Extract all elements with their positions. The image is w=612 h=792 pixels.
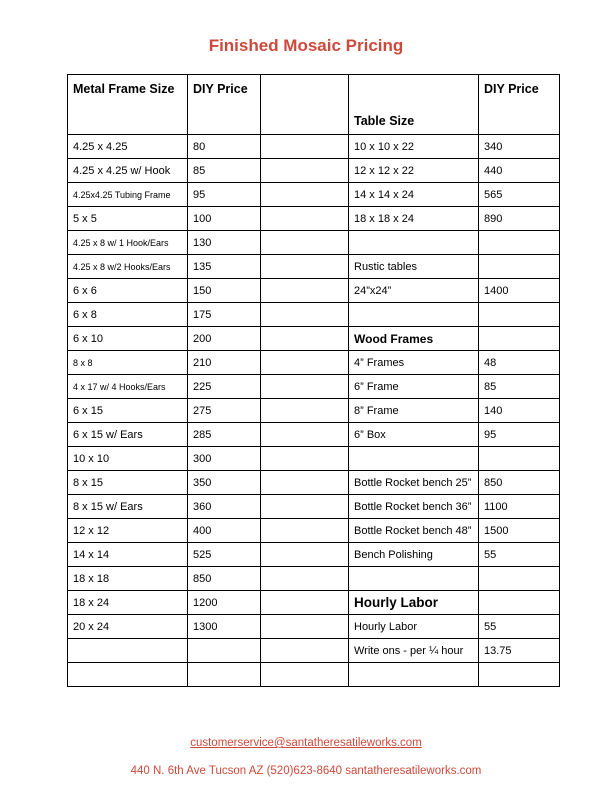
cell-table-size: 12 x 12 x 22 bbox=[349, 159, 479, 183]
cell-spacer bbox=[261, 303, 349, 327]
table-row bbox=[68, 615, 560, 639]
cell-table-price bbox=[479, 231, 560, 255]
cell-table-size: 18 x 18 x 24 bbox=[349, 207, 479, 231]
cell-table-price: 85 bbox=[479, 375, 560, 399]
cell-table-price bbox=[479, 447, 560, 471]
cell-spacer bbox=[261, 543, 349, 567]
cell-spacer bbox=[261, 591, 349, 615]
cell-spacer bbox=[261, 567, 349, 591]
cell-metal-frame-price: 200 bbox=[188, 327, 261, 351]
cell-table-size: Bottle Rocket bench 25” bbox=[349, 471, 479, 495]
table-row bbox=[68, 543, 560, 567]
table-row bbox=[68, 183, 560, 207]
cell-metal-frame-price: 360 bbox=[188, 495, 261, 519]
cell-metal-frame-size: 4.25 x 4.25 bbox=[68, 135, 188, 159]
table-row bbox=[68, 279, 560, 303]
cell-metal-frame-price: 135 bbox=[188, 255, 261, 279]
cell-table-price: 1500 bbox=[479, 519, 560, 543]
cell-metal-frame-size: 6 x 15 w/ Ears bbox=[68, 423, 188, 447]
table-row bbox=[68, 207, 560, 231]
cell-metal-frame-size: 4.25 x 8 w/ 1 Hook/Ears bbox=[68, 231, 188, 255]
cell-spacer bbox=[261, 399, 349, 423]
cell-table-price bbox=[479, 255, 560, 279]
table-row bbox=[68, 375, 560, 399]
cell-metal-frame-size: 6 x 15 bbox=[68, 399, 188, 423]
cell-metal-frame-price: 225 bbox=[188, 375, 261, 399]
cell-metal-frame-price: 80 bbox=[188, 135, 261, 159]
cell-metal-frame-size: 6 x 8 bbox=[68, 303, 188, 327]
cell-table-size: 4” Frames bbox=[349, 351, 479, 375]
cell-metal-frame-price: 210 bbox=[188, 351, 261, 375]
table-row bbox=[68, 639, 560, 663]
cell-table-size bbox=[349, 447, 479, 471]
cell-metal-frame-size: 4 x 17 w/ 4 Hooks/Ears bbox=[68, 375, 188, 399]
cell-metal-frame-size: 6 x 6 bbox=[68, 279, 188, 303]
contact-address: 440 N. 6th Ave Tucson AZ (520)623-8640 santatheresatileworks.com bbox=[130, 765, 482, 777]
cell-metal-frame-size: 18 x 18 bbox=[68, 567, 188, 591]
table-row bbox=[68, 567, 560, 591]
table-row bbox=[68, 423, 560, 447]
cell-table-size bbox=[349, 303, 479, 327]
header-diy-price-2: DIY Price bbox=[479, 75, 560, 135]
cell-metal-frame-price: 150 bbox=[188, 279, 261, 303]
cell-spacer bbox=[261, 447, 349, 471]
cell-table-price: 55 bbox=[479, 615, 560, 639]
cell-spacer bbox=[261, 375, 349, 399]
cell-table-size: Bottle Rocket bench 36” bbox=[349, 495, 479, 519]
cell-metal-frame-size: 12 x 12 bbox=[68, 519, 188, 543]
cell-table-price: 95 bbox=[479, 423, 560, 447]
cell-spacer bbox=[261, 231, 349, 255]
table-row bbox=[68, 351, 560, 375]
cell-spacer bbox=[261, 471, 349, 495]
cell-table-size bbox=[349, 663, 479, 687]
cell-spacer bbox=[261, 183, 349, 207]
cell-metal-frame-size bbox=[68, 663, 188, 687]
page-title: Finished Mosaic Pricing bbox=[208, 36, 404, 55]
table-row bbox=[68, 231, 560, 255]
cell-metal-frame-price: 100 bbox=[188, 207, 261, 231]
cell-spacer bbox=[261, 663, 349, 687]
cell-table-price: 13.75 bbox=[479, 639, 560, 663]
header-table-size: Table Size bbox=[349, 75, 479, 135]
cell-metal-frame-size: 14 x 14 bbox=[68, 543, 188, 567]
cell-metal-frame-price bbox=[188, 639, 261, 663]
table-row bbox=[68, 663, 560, 687]
cell-metal-frame-price: 95 bbox=[188, 183, 261, 207]
cell-spacer bbox=[261, 639, 349, 663]
cell-metal-frame-price: 85 bbox=[188, 159, 261, 183]
cell-table-size: Rustic tables bbox=[349, 255, 479, 279]
cell-table-price: 48 bbox=[479, 351, 560, 375]
cell-table-price bbox=[479, 303, 560, 327]
cell-spacer bbox=[261, 519, 349, 543]
cell-table-price bbox=[479, 663, 560, 687]
cell-metal-frame-size: 6 x 10 bbox=[68, 327, 188, 351]
cell-metal-frame-price: 285 bbox=[188, 423, 261, 447]
cell-metal-frame-size: 4.25x4.25 Tubing Frame bbox=[68, 183, 188, 207]
cell-metal-frame-price: 130 bbox=[188, 231, 261, 255]
cell-metal-frame-size: 8 x 15 w/ Ears bbox=[68, 495, 188, 519]
cell-table-size: 6” Frame bbox=[349, 375, 479, 399]
cell-spacer bbox=[261, 207, 349, 231]
cell-metal-frame-price: 400 bbox=[188, 519, 261, 543]
cell-spacer bbox=[261, 495, 349, 519]
header-metal-frame-size: Metal Frame Size bbox=[68, 75, 188, 135]
cell-spacer bbox=[261, 159, 349, 183]
table-row bbox=[68, 519, 560, 543]
table-row bbox=[68, 135, 560, 159]
cell-metal-frame-price: 525 bbox=[188, 543, 261, 567]
header-spacer bbox=[261, 75, 349, 135]
table-header-row bbox=[68, 75, 560, 135]
table-row bbox=[68, 447, 560, 471]
cell-spacer bbox=[261, 279, 349, 303]
cell-table-size: 6” Box bbox=[349, 423, 479, 447]
cell-metal-frame-price: 350 bbox=[188, 471, 261, 495]
contact-email-link[interactable]: customerservice@santatheresatileworks.com bbox=[190, 737, 422, 749]
cell-metal-frame-size: 20 x 24 bbox=[68, 615, 188, 639]
cell-metal-frame-price: 275 bbox=[188, 399, 261, 423]
cell-spacer bbox=[261, 255, 349, 279]
table-row bbox=[68, 303, 560, 327]
header-diy-price: DIY Price bbox=[188, 75, 261, 135]
cell-table-price: 890 bbox=[479, 207, 560, 231]
cell-spacer bbox=[261, 615, 349, 639]
cell-spacer bbox=[261, 135, 349, 159]
cell-metal-frame-price: 300 bbox=[188, 447, 261, 471]
cell-table-size: 14 x 14 x 24 bbox=[349, 183, 479, 207]
cell-table-price: 140 bbox=[479, 399, 560, 423]
cell-table-size: Bottle Rocket bench 48” bbox=[349, 519, 479, 543]
table-row bbox=[68, 159, 560, 183]
cell-table-price: 850 bbox=[479, 471, 560, 495]
cell-table-price: 55 bbox=[479, 543, 560, 567]
cell-table-size: Hourly Labor bbox=[349, 615, 479, 639]
cell-metal-frame-size bbox=[68, 639, 188, 663]
cell-table-size bbox=[349, 567, 479, 591]
table-row bbox=[68, 471, 560, 495]
table-row bbox=[68, 495, 560, 519]
table-row bbox=[68, 327, 560, 351]
cell-table-price bbox=[479, 327, 560, 351]
cell-metal-frame-size: 8 x 15 bbox=[68, 471, 188, 495]
cell-table-size: 10 x 10 x 22 bbox=[349, 135, 479, 159]
cell-table-size: Wood Frames bbox=[349, 327, 479, 351]
cell-spacer bbox=[261, 423, 349, 447]
table-row bbox=[68, 399, 560, 423]
cell-table-size: 8” Frame bbox=[349, 399, 479, 423]
cell-table-size: Write ons - per ¼ hour bbox=[349, 639, 479, 663]
cell-metal-frame-price bbox=[188, 663, 261, 687]
pricing-table bbox=[67, 74, 560, 687]
cell-table-price: 1100 bbox=[479, 495, 560, 519]
cell-metal-frame-price: 175 bbox=[188, 303, 261, 327]
cell-metal-frame-size: 8 x 8 bbox=[68, 351, 188, 375]
cell-metal-frame-size: 18 x 24 bbox=[68, 591, 188, 615]
cell-metal-frame-size: 5 x 5 bbox=[68, 207, 188, 231]
cell-metal-frame-size: 4.25 x 8 w/2 Hooks/Ears bbox=[68, 255, 188, 279]
cell-metal-frame-price: 1200 bbox=[188, 591, 261, 615]
cell-metal-frame-size: 4.25 x 4.25 w/ Hook bbox=[68, 159, 188, 183]
cell-spacer bbox=[261, 351, 349, 375]
cell-table-price bbox=[479, 591, 560, 615]
cell-table-size: Bench Polishing bbox=[349, 543, 479, 567]
cell-table-size: 24”x24” bbox=[349, 279, 479, 303]
table-row bbox=[68, 591, 560, 615]
cell-table-size bbox=[349, 231, 479, 255]
cell-table-price: 565 bbox=[479, 183, 560, 207]
cell-table-price: 1400 bbox=[479, 279, 560, 303]
cell-table-price: 340 bbox=[479, 135, 560, 159]
cell-table-price: 440 bbox=[479, 159, 560, 183]
cell-metal-frame-price: 1300 bbox=[188, 615, 261, 639]
cell-metal-frame-price: 850 bbox=[188, 567, 261, 591]
cell-spacer bbox=[261, 327, 349, 351]
table-row bbox=[68, 255, 560, 279]
cell-metal-frame-size: 10 x 10 bbox=[68, 447, 188, 471]
cell-table-size: Hourly Labor bbox=[349, 591, 479, 615]
cell-table-price bbox=[479, 567, 560, 591]
